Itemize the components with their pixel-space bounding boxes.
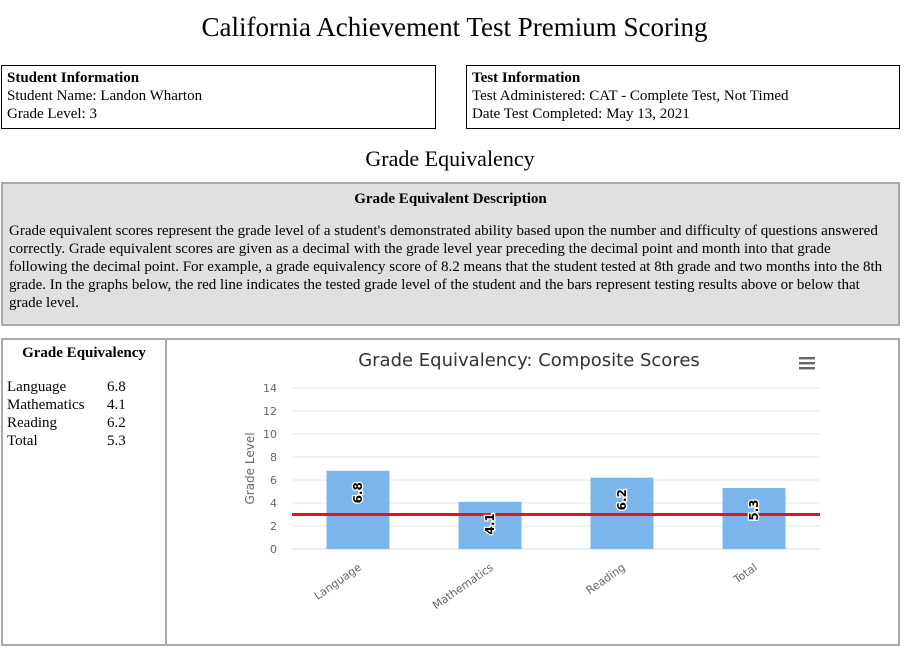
- score-row: [7, 378, 126, 396]
- data-label: 6.8: [351, 482, 365, 504]
- y-axis-title: Grade Level: [243, 432, 257, 505]
- score-name: Mathematics: [7, 397, 85, 413]
- score-value: 6.2: [107, 415, 126, 431]
- data-label: 5.3: [747, 499, 761, 521]
- score-value: 4.1: [107, 397, 126, 413]
- grade-equivalency-panel: [1, 338, 900, 646]
- y-tick-label: 8: [270, 451, 277, 464]
- score-name: Language: [7, 379, 67, 395]
- scores-sidebar: [3, 340, 167, 644]
- chart-title: Grade Equivalency: Composite Scores: [358, 350, 700, 371]
- score-name: Reading: [7, 415, 57, 431]
- y-tick-label: 2: [270, 520, 277, 533]
- student-name: Student Name: Landon Wharton: [7, 88, 203, 104]
- score-row: [7, 414, 126, 432]
- description-text: Grade equivalent scores represent the grade level of a student's demonstrated ability based upon the number and difficulty of questions answered correctly. Grade equivalent scores are given as a decimal with the grade level year preceding the decimal point and month into that grade following the decimal point. For example, a grade equivalency score of 8.2 means that the student tested at 8th grade and two months into the 8th grade. In the graphs below, the red line indicates the tested grade level of the student and the bars represent testing results above or below that grade level.: [9, 223, 883, 311]
- score-value: 5.3: [107, 433, 126, 449]
- student-grade-level: Grade Level: 3: [7, 106, 97, 122]
- student-info-box: [1, 65, 436, 129]
- x-tick-label: Language: [311, 560, 364, 603]
- section-title: Grade Equivalency: [365, 146, 535, 171]
- score-list: [7, 378, 126, 450]
- data-label: 4.1: [483, 513, 497, 535]
- page-title: California Achievement Test Premium Scoring: [201, 12, 708, 42]
- x-tick-label: Total: [731, 560, 760, 587]
- y-tick-label: 10: [263, 428, 277, 441]
- y-tick-label: 12: [263, 405, 277, 418]
- score-row: [7, 396, 126, 414]
- bar-series: [327, 471, 786, 549]
- data-label: 6.2: [615, 489, 629, 511]
- description-box: [1, 182, 900, 326]
- y-tick-label: 14: [263, 382, 277, 395]
- x-axis-ticks: [312, 561, 760, 612]
- test-info-box: [466, 65, 900, 129]
- y-axis-ticks: [263, 382, 277, 556]
- scores-heading: Grade Equivalency: [22, 345, 146, 361]
- y-tick-label: 0: [270, 543, 277, 556]
- test-info-heading: Test Information: [472, 70, 581, 86]
- score-row: [7, 432, 126, 450]
- data-labels: [351, 482, 761, 534]
- student-info-heading: Student Information: [7, 70, 140, 86]
- y-tick-label: 4: [270, 497, 277, 510]
- x-tick-label: Reading: [583, 560, 628, 598]
- composite-scores-chart: [167, 340, 898, 644]
- hamburger-menu-icon[interactable]: [791, 352, 817, 374]
- score-value: 6.8: [107, 379, 126, 395]
- test-date-completed: Date Test Completed: May 13, 2021: [472, 106, 690, 122]
- test-administered: Test Administered: CAT - Complete Test, Not Timed: [472, 88, 789, 104]
- y-tick-label: 6: [270, 474, 277, 487]
- x-tick-label: Mathematics: [430, 560, 496, 613]
- description-heading: Grade Equivalent Description: [354, 191, 547, 207]
- score-name: Total: [7, 433, 38, 449]
